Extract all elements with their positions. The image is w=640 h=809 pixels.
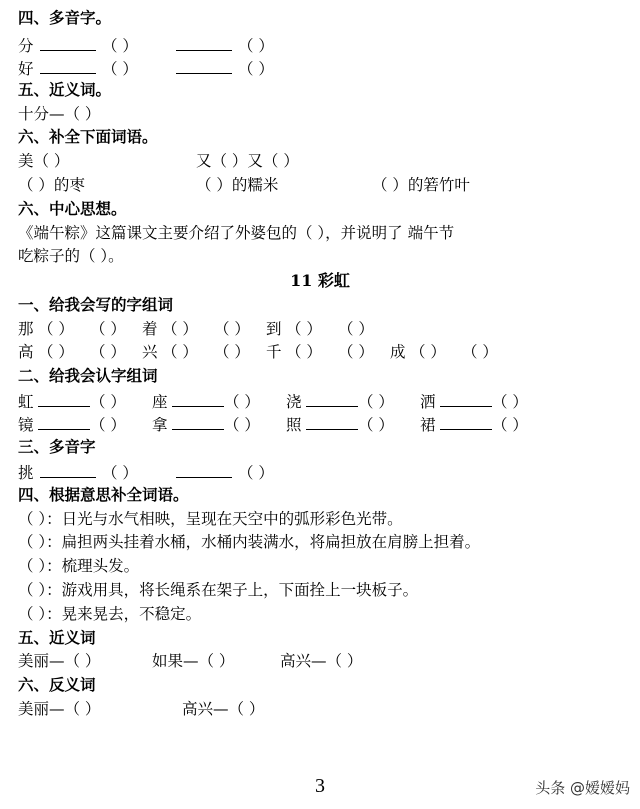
answer-paren[interactable]: （ ） — [38, 343, 74, 361]
answer-paren[interactable]: （ ） — [90, 343, 126, 361]
word-char: 拿 — [152, 416, 168, 434]
word-char: 兴 — [142, 343, 158, 361]
section-polyphone-title: 四、多音字。 — [18, 8, 112, 27]
answer-blank[interactable] — [172, 390, 224, 407]
answer-paren[interactable]: （ ） — [410, 343, 446, 361]
answer-paren[interactable]: （ ） — [162, 320, 198, 338]
meaning-item[interactable]: （ ）：梳理头发。 — [18, 557, 140, 575]
answer-blank[interactable] — [440, 413, 492, 430]
word-item[interactable]: （ ）的箬竹叶 — [372, 176, 470, 194]
word-char: 高 — [18, 343, 34, 361]
answer-paren[interactable]: （ ） — [286, 320, 322, 338]
word-char: 洒 — [420, 393, 436, 411]
word-item[interactable]: （ ）的枣 — [18, 176, 85, 194]
main-idea-line-2[interactable]: 吃粽子的（ ）。 — [18, 247, 124, 265]
answer-blank[interactable] — [306, 413, 358, 430]
complete-words-row-2 — [18, 175, 626, 195]
answer-blank[interactable] — [38, 413, 90, 430]
answer-blank[interactable] — [176, 57, 232, 74]
section-synonym-title: 五、近义词。 — [18, 80, 112, 99]
section-main-idea-title: 六、中心思想。 — [18, 199, 127, 218]
word-char: 千 — [266, 343, 282, 361]
polyphone-char: 分 — [18, 37, 34, 55]
word-char: 裙 — [420, 416, 436, 434]
polyphone-row-fen — [18, 34, 626, 56]
antonym-item[interactable]: 美丽—（ ） — [18, 700, 101, 718]
answer-blank[interactable] — [40, 57, 96, 74]
answer-blank[interactable] — [176, 461, 232, 478]
section-write-words-title: 一、给我会写的字组词 — [18, 295, 174, 314]
section-read-words-title: 二、给我会认字组词 — [18, 366, 158, 385]
answer-paren[interactable]: （ ） — [238, 60, 274, 78]
section-meaning-words-title: 四、根据意思补全词语。 — [18, 485, 189, 504]
word-char: 照 — [286, 416, 302, 434]
answer-paren[interactable]: （ ） — [102, 60, 138, 78]
meaning-item[interactable]: （ ）：日光与水气相映，呈现在天空中的弧形彩色光带。 — [18, 510, 403, 528]
answer-blank[interactable] — [176, 34, 232, 51]
polyphone-row-hao — [18, 57, 626, 79]
word-char: 着 — [142, 320, 158, 338]
answer-paren[interactable]: （ ） — [338, 343, 374, 361]
meaning-item[interactable]: （ ）：晃来晃去，不稳定。 — [18, 605, 202, 623]
read-words-row-2 — [18, 413, 626, 435]
meaning-item[interactable]: （ ）：扁担两头挂着水桶，水桶内装满水，将扁担放在肩膀上担着。 — [18, 533, 481, 551]
polyphone-char: 好 — [18, 60, 34, 78]
word-item[interactable]: 美（ ） — [18, 152, 70, 170]
answer-paren[interactable]: （ ） — [286, 343, 322, 361]
answer-blank[interactable] — [40, 461, 96, 478]
synonym-item[interactable]: 十分—（ ） — [18, 105, 101, 123]
watermark: 头条 @嫒嫒妈 — [535, 779, 630, 797]
answer-paren[interactable]: （ ） — [90, 416, 126, 434]
answer-blank[interactable] — [172, 413, 224, 430]
main-idea-line-1[interactable]: 《端午粽》这篇课文主要介绍了外婆包的（ ），并说明了 端午节 — [18, 224, 455, 242]
word-char: 座 — [152, 393, 168, 411]
meaning-item[interactable]: （ ）：游戏用具，将长绳系在架子上，下面拴上一块板子。 — [18, 581, 419, 599]
write-words-row-2 — [18, 342, 626, 362]
answer-paren[interactable]: （ ） — [102, 37, 138, 55]
answer-paren[interactable]: （ ） — [238, 464, 274, 482]
read-words-row-1 — [18, 390, 626, 412]
word-char: 虹 — [18, 393, 34, 411]
section-antonym-title: 六、反义词 — [18, 675, 96, 694]
answer-paren[interactable]: （ ） — [214, 320, 250, 338]
word-char: 那 — [18, 320, 34, 338]
answer-paren[interactable]: （ ） — [224, 393, 260, 411]
answer-blank[interactable] — [38, 390, 90, 407]
polyphone-char: 挑 — [18, 464, 34, 482]
word-item[interactable]: 又（ ）又（ ） — [196, 152, 299, 170]
answer-paren[interactable]: （ ） — [238, 37, 274, 55]
synonym-item[interactable]: 高兴—（ ） — [280, 652, 363, 670]
answer-paren[interactable]: （ ） — [38, 320, 74, 338]
answer-paren[interactable]: （ ） — [338, 320, 374, 338]
complete-words-row-1 — [18, 151, 626, 171]
section-complete-words-title: 六、补全下面词语。 — [18, 127, 158, 146]
section-synonym2-title: 五、近义词 — [18, 628, 96, 647]
word-char: 到 — [266, 320, 282, 338]
synonym-item[interactable]: 美丽—（ ） — [18, 652, 101, 670]
answer-paren[interactable]: （ ） — [492, 416, 528, 434]
answer-paren[interactable]: （ ） — [224, 416, 260, 434]
synonym-row — [18, 651, 626, 671]
word-char: 成 — [390, 343, 406, 361]
answer-paren[interactable]: （ ） — [102, 464, 138, 482]
answer-paren[interactable]: （ ） — [358, 416, 394, 434]
answer-paren[interactable]: （ ） — [90, 393, 126, 411]
answer-paren[interactable]: （ ） — [162, 343, 198, 361]
word-item[interactable]: （ ）的糯米 — [196, 176, 279, 194]
antonym-row — [18, 699, 626, 719]
page-number: 3 — [315, 775, 325, 797]
word-char: 镜 — [18, 416, 34, 434]
antonym-item[interactable]: 高兴—（ ） — [182, 700, 265, 718]
answer-paren[interactable]: （ ） — [462, 343, 498, 361]
synonym-item[interactable]: 如果—（ ） — [152, 652, 235, 670]
answer-paren[interactable]: （ ） — [358, 393, 394, 411]
answer-paren[interactable]: （ ） — [214, 343, 250, 361]
word-char: 浇 — [286, 393, 302, 411]
answer-blank[interactable] — [40, 34, 96, 51]
section-polyphone2-title: 三、多音字 — [18, 437, 96, 456]
answer-blank[interactable] — [306, 390, 358, 407]
write-words-row-1 — [18, 319, 626, 339]
answer-paren[interactable]: （ ） — [492, 393, 528, 411]
lesson-title: 11 彩虹 — [290, 271, 350, 290]
answer-blank[interactable] — [440, 390, 492, 407]
answer-paren[interactable]: （ ） — [90, 320, 126, 338]
polyphone-row-tiao — [18, 461, 626, 483]
